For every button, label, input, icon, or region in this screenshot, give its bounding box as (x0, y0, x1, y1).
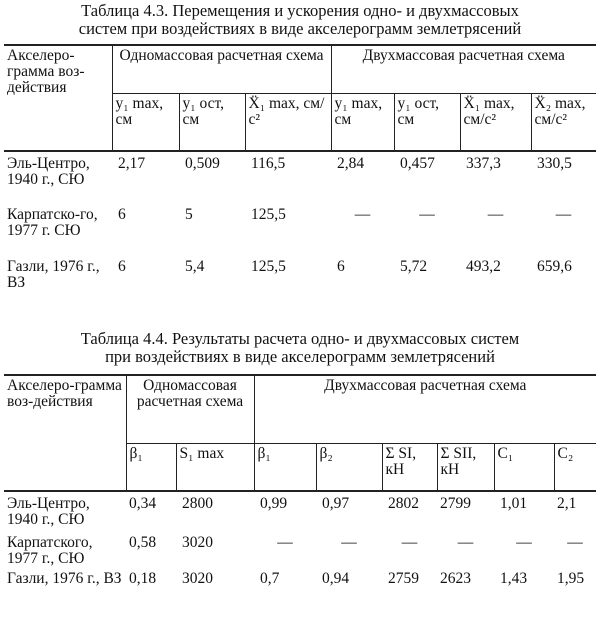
table1-group1-header: Одномассовая расчетная схема (112, 45, 331, 94)
table1-row-name: Газли, 1976 г., ВЗ (7, 258, 100, 291)
table2-row-name: Газли, 1976 г., ВЗ (7, 570, 122, 587)
table1-col-header: y₁ ост, см (394, 94, 460, 151)
table-cell: — (567, 534, 583, 551)
table-cell: 0,99 (260, 495, 288, 512)
table1-caption-line2: систем при воздействиях в виде акселерограмм землетрясений (78, 19, 522, 38)
table1-row-name: Карпатско-го, 1977 г. СЮ (7, 206, 98, 239)
table-cell: 5,72 (400, 258, 428, 275)
table-cell: 0,509 (185, 155, 220, 172)
table1-caption-line1: Таблица 4.3. Перемещения и ускорения одно- и двухмассовых (81, 1, 519, 20)
table-cell: 0,97 (322, 495, 350, 512)
table-cell: — (277, 534, 293, 551)
table2-caption-line1: Таблица 4.4. Результаты расчета одно- и двухмассовых систем (80, 329, 520, 348)
table-cell: 1,43 (500, 570, 528, 587)
table2-col-header: β₂ (316, 443, 382, 491)
table2-col-header: C₁ (494, 443, 554, 491)
table-cell: 6 (118, 206, 126, 223)
table-cell: 330,5 (537, 155, 572, 172)
table1-col-header: Ẍ₁ max, см/с² (245, 94, 331, 151)
table-cell: 0,94 (322, 570, 350, 587)
table-cell: 1,01 (500, 495, 528, 512)
table2-caption-line2: при воздействиях в виде акселерограмм землетрясений (105, 347, 495, 366)
table-cell: 125,5 (251, 258, 286, 275)
table-cell: 2802 (388, 495, 420, 512)
table-cell: 2799 (440, 495, 472, 512)
table-cell: 2759 (388, 570, 420, 587)
table-cell: 0,18 (129, 570, 157, 587)
table-cell: — (487, 206, 504, 223)
table2-group1-header: Одномассовая расчетная схема (126, 375, 254, 443)
table-row (4, 567, 596, 607)
table2-row-name: Карпатского, 1977 г., СЮ (7, 534, 93, 567)
table1-header-first: Акселеро-грамма воз-действия (4, 45, 112, 151)
table-cell: 2,1 (557, 495, 577, 512)
table-cell: 116,5 (251, 155, 286, 172)
table-cell: 2,84 (337, 155, 365, 172)
table2-col-header: Σ SII, кН (437, 443, 494, 491)
table2 (4, 374, 596, 607)
table-cell: 6 (118, 258, 126, 275)
table1 (4, 44, 596, 305)
table1-group2-header: Двухмассовая расчетная схема (331, 45, 596, 94)
table-row (4, 151, 596, 203)
table-row (4, 203, 596, 255)
table-cell: — (516, 534, 532, 551)
table-cell: 5 (185, 206, 193, 223)
table-cell: 0,457 (400, 155, 435, 172)
table1-col-header: y₁ max, см (331, 94, 394, 151)
table-cell: 6 (337, 258, 345, 275)
table-cell: 1,95 (557, 570, 585, 587)
table-cell: — (419, 206, 435, 223)
table-cell: 337,3 (466, 155, 501, 172)
table-cell: 493,2 (466, 258, 501, 275)
table2-header-first: Акселеро-грамма воз-действия (4, 375, 126, 491)
table-cell: 0,7 (260, 570, 280, 587)
table2-col-header: β₁ (254, 443, 316, 491)
table2-col-header: β₁ (126, 443, 176, 491)
table-cell: — (401, 534, 418, 551)
table-row (4, 491, 596, 531)
table-cell: 659,6 (537, 258, 572, 275)
table1-col-header: Ẍ₁ max, см/с² (460, 94, 531, 151)
table-cell: 2623 (440, 570, 472, 587)
table1-col-header: y₁ max, см (112, 94, 179, 151)
table2-col-header: Σ SI, кН (382, 443, 437, 491)
table-cell: 125,5 (251, 206, 286, 223)
table1-col-header: Ẍ₂ max, см/с² (531, 94, 596, 151)
table-cell: 2800 (182, 495, 213, 512)
table-cell: 3020 (182, 534, 213, 551)
table-cell: 0,58 (129, 534, 157, 551)
table2-row-name: Эль-Центро, 1940 г., СЮ (7, 495, 90, 528)
table-row (4, 255, 596, 305)
table-cell: — (354, 206, 371, 223)
table2-col-header: S₁ max (176, 443, 254, 491)
table-cell: 0,34 (129, 495, 157, 512)
table-cell: — (341, 534, 357, 551)
table-cell: 2,17 (118, 155, 146, 172)
table2-col-header: C₂ (554, 443, 596, 491)
table1-row-name: Эль-Центро, 1940 г., СЮ (7, 155, 90, 188)
table-cell: 5,4 (185, 258, 205, 275)
table-row (4, 531, 596, 567)
table1-col-header: y₁ ост, см (179, 94, 245, 151)
table2-group2-header: Двухмассовая расчетная схема (254, 375, 596, 443)
table-cell: — (457, 534, 474, 551)
table-cell: — (555, 206, 572, 223)
table-cell: 3020 (182, 570, 213, 587)
